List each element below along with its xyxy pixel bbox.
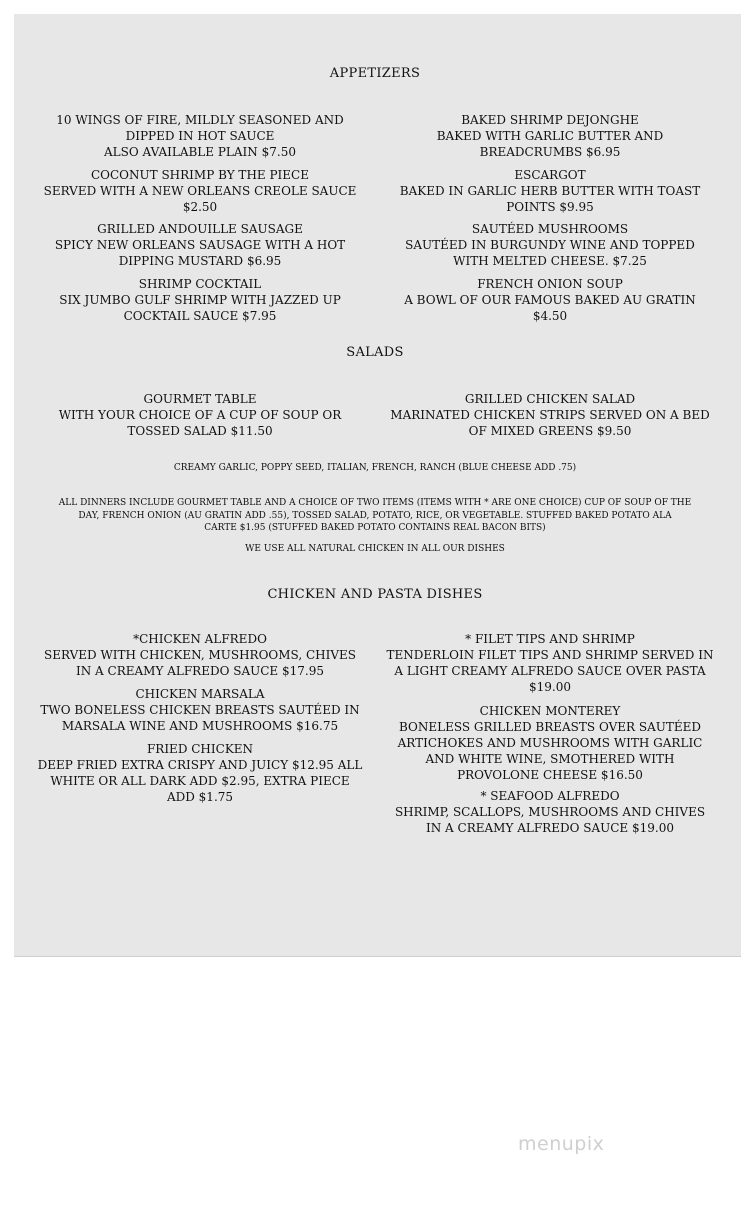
menu-item-gourmet-table: GOURMET TABLE WITH YOUR CHOICE OF A CUP OF SOUP OR TOSSED SALAD $11.50 bbox=[58, 392, 342, 438]
menu-item-escargot: ESCARGOT BAKED IN GARLIC HERB BUTTER WITH TOAST POINTS $9.95 bbox=[399, 168, 701, 214]
menu-item-seafood-alfredo: * SEAFOOD ALFREDO SHRIMP, SCALLOPS, MUSHROOMS AND CHIVES IN A CREAMY ALFREDO SAUCE $19.00 bbox=[394, 789, 706, 835]
menu-item-andouille-sausage: GRILLED ANDOUILLE SAUSAGE SPICY NEW ORLEANS SAUSAGE WITH A HOT DIPPING MUSTARD $6.95 bbox=[54, 222, 346, 268]
menu-item-filet-tips-shrimp: * FILET TIPS AND SHRIMP TENDERLOIN FILET TIPS AND SHRIMP SERVED IN A LIGHT CREAMY ALFREDO SAUCE OVER PASTA $19.00 bbox=[386, 632, 714, 694]
menu-item-shrimp-dejonghe: BAKED SHRIMP DEJONGHE BAKED WITH GARLIC BUTTER AND BREADCRUMBS $6.95 bbox=[436, 113, 664, 159]
dressing-options: CREAMY GARLIC, POPPY SEED, ITALIAN, FRENCH, RANCH (BLUE CHEESE ADD .75) bbox=[173, 463, 577, 473]
menu-item-wings: 10 WINGS OF FIRE, MILDLY SEASONED AND DIPPED IN HOT SAUCE ALSO AVAILABLE PLAIN $7.50 bbox=[56, 113, 344, 159]
natural-chicken-note: WE USE ALL NATURAL CHICKEN IN ALL OUR DISHES bbox=[245, 544, 505, 554]
menu-item-sauteed-mushrooms: SAUTÉED MUSHROOMS SAUTÉED IN BURGUNDY WINE AND TOPPED WITH MELTED CHEESE. $7.25 bbox=[405, 222, 695, 268]
menu-item-fried-chicken: FRIED CHICKEN DEEP FRIED EXTRA CRISPY AND JUICY $12.95 ALL WHITE OR ALL DARK ADD $2.95, EXTRA PIECE ADD $1.75 bbox=[37, 742, 363, 804]
salads-heading: SALADS bbox=[346, 345, 404, 360]
menu-item-chicken-monterey: CHICKEN MONTEREY BONELESS GRILLED BREASTS OVER SAUTÉED ARTICHOKES AND MUSHROOMS WITH GARLIC AND WHITE WINE, SMOTHERED WITH PROVOLONE CHEESE $16.50 bbox=[397, 704, 703, 782]
menu-item-coconut-shrimp: COCONUT SHRIMP BY THE PIECE SERVED WITH A NEW ORLEANS CREOLE SAUCE $2.50 bbox=[43, 168, 357, 214]
menu-item-shrimp-cocktail: SHRIMP COCKTAIL SIX JUMBO GULF SHRIMP WITH JAZZED UP COCKTAIL SAUCE $7.95 bbox=[59, 277, 341, 323]
dinner-includes-note: ALL DINNERS INCLUDE GOURMET TABLE AND A CHOICE OF TWO ITEMS (ITEMS WITH * ARE ONE CHOICE) CUP OF SOUP OF THE DAY, FRENCH ONION (AU GRATIN ADD .55), TOSSED SALAD, POTATO, RICE, OR VEGETABLE. STUFFED BAKED POTATO ALA CARTE $1.95 (STUFFED BAKED POTATO CONTAINS REAL BACON BITS) bbox=[58, 498, 692, 533]
menu-item-grilled-chicken-salad: GRILLED CHICKEN SALAD MARINATED CHICKEN STRIPS SERVED ON A BED OF MIXED GREENS $9.50 bbox=[390, 392, 710, 438]
menu-item-chicken-alfredo: *CHICKEN ALFREDO SERVED WITH CHICKEN, MUSHROOMS, CHIVES IN A CREAMY ALFREDO SAUCE $17.95 bbox=[44, 632, 356, 678]
menu-item-french-onion-soup: FRENCH ONION SOUP A BOWL OF OUR FAMOUS BAKED AU GRATIN $4.50 bbox=[404, 277, 696, 323]
menupix-watermark: menupix bbox=[518, 1133, 605, 1155]
menu-item-chicken-marsala: CHICKEN MARSALA TWO BONELESS CHICKEN BREASTS SAUTÉED IN MARSALA WINE AND MUSHROOMS $16.75 bbox=[40, 687, 360, 733]
appetizers-heading: APPETIZERS bbox=[329, 66, 421, 81]
chicken-pasta-heading: CHICKEN AND PASTA DISHES bbox=[267, 587, 483, 602]
